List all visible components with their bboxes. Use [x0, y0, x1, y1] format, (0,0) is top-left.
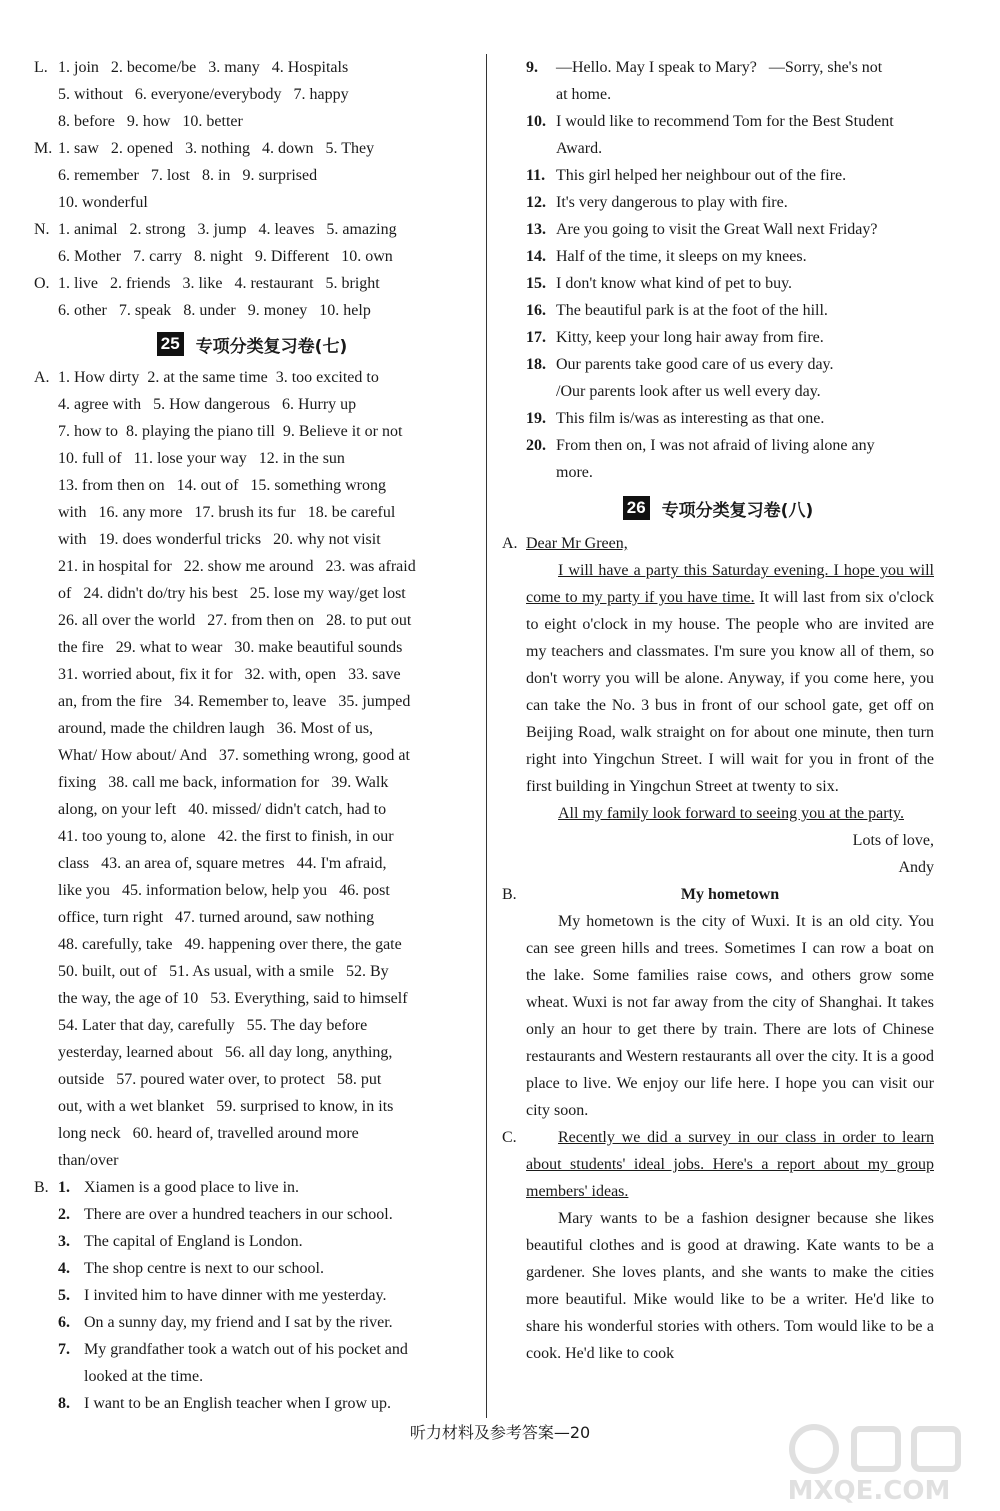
phrase-text: along, on your left 40. missed/ didn't catch, had to	[58, 801, 387, 818]
phrase-text: like you 45. information below, help you 46. post	[58, 882, 390, 899]
sentence-text: The shop centre is next to our school.	[84, 1260, 324, 1277]
sentence-line	[34, 1390, 470, 1417]
answer-item: 5. bright	[325, 275, 380, 292]
sentence-text: Are you going to visit the Great Wall next Friday?	[556, 221, 878, 238]
section-title: 专项分类复习卷(八)	[661, 500, 814, 521]
sentence-text: Xiamen is a good place to live in.	[84, 1179, 300, 1196]
sentence-text: Kitty, keep your long hair away from fire.	[556, 329, 824, 346]
phrase-answer-line	[34, 607, 470, 634]
sentence-text: This film is/was as interesting as that one.	[556, 410, 825, 427]
answer-item: 1. live	[58, 275, 98, 292]
phrase-answer-line	[34, 715, 470, 742]
phrase-text: 50. built, out of 51. As usual, with a smile 52. By	[58, 963, 389, 980]
sentence-line	[502, 54, 934, 81]
answer-item: 10. own	[341, 248, 393, 265]
section-c-report	[502, 1124, 934, 1367]
section-label: A.	[34, 369, 50, 386]
phrase-text: 7. how to 8. playing the piano till 9. Believe it or not	[58, 423, 403, 440]
answer-item: 3. like	[182, 275, 223, 292]
letter-signoff: Lots of love,	[852, 832, 934, 849]
watermark-logo	[744, 1415, 994, 1507]
phrase-text: of 24. didn't do/try his best 25. lose my way/get lost	[58, 585, 406, 602]
sentence-number: 18.	[526, 356, 546, 373]
sentence-number: 19.	[526, 410, 546, 427]
answer-item: 6. everyone/everybody	[134, 86, 282, 103]
answer-item: 3. jump	[197, 221, 247, 238]
underlined-closing-sentence: All my family look forward to seeing you at the party.	[558, 805, 904, 822]
sentence-text: —Hello. May I speak to Mary? —Sorry, she's not	[556, 59, 883, 76]
phrase-answer-line	[34, 904, 470, 931]
phrase-text: 48. carefully, take 49. happening over there, the gate	[58, 936, 402, 953]
sentence-line	[502, 459, 934, 486]
letter-closing-paragraph	[526, 800, 934, 827]
phrase-text: office, turn right 47. turned around, saw nothing	[58, 909, 375, 926]
underlined-intro: Recently we did a survey in our class in order to learn about students' ideal jobs. Here's a report about my group members' ideas.	[526, 1129, 934, 1200]
sentence-line	[502, 378, 934, 405]
answer-line	[34, 189, 470, 216]
phrase-answer-line	[34, 1120, 470, 1147]
phrase-answer-line	[34, 742, 470, 769]
left-column	[34, 54, 470, 1417]
sentence-line	[502, 189, 934, 216]
sentence-number: 8.	[58, 1395, 70, 1412]
sentence-text: at home.	[556, 86, 612, 103]
phrase-text: 10. full of 11. lose your way 12. in the sun	[58, 450, 345, 467]
sentence-line	[502, 243, 934, 270]
sentence-text: looked at the time.	[84, 1368, 204, 1385]
phrase-text: with 19. does wonderful tricks 20. why not visit	[58, 531, 381, 548]
answer-item: 6. Mother	[58, 248, 122, 265]
section-label: C.	[502, 1129, 517, 1146]
phrase-text: with 16. any more 17. brush its fur 18. be careful	[58, 504, 396, 521]
sentence-number: 6.	[58, 1314, 70, 1331]
section-heading-26	[502, 486, 934, 530]
essay-title: My hometown	[680, 886, 780, 903]
phrase-answer-line	[34, 526, 470, 553]
phrase-text: around, made the children laugh 36. Most of us,	[58, 720, 374, 737]
answer-item: 1. join	[58, 59, 99, 76]
sentence-number: 11.	[526, 167, 546, 184]
phrase-text: 4. agree with 5. How dangerous 6. Hurry up	[58, 396, 357, 413]
sentence-text: The beautiful park is at the foot of the hill.	[556, 302, 828, 319]
section-heading-25	[34, 324, 470, 364]
phrase-answer-line	[34, 1039, 470, 1066]
phrase-answer-line	[34, 850, 470, 877]
letter-greeting: Dear Mr Green,	[526, 535, 628, 552]
section-label: N.	[34, 221, 50, 238]
answer-item: 2. strong	[129, 221, 186, 238]
section-b-sentences	[34, 1174, 470, 1417]
phrase-text: long neck 60. heard of, travelled around more	[58, 1125, 359, 1142]
essay-text: My hometown is the city of Wuxi. It is an old city. You can see green hills and trees. Sometimes I can row a boat on the lake. Some families raise cows, and others grow some wheat. Wuxi is not far away from the city of Shanghai. It takes only an hour to get there by train. There are lots of Chinese restaurants and Western restaurants all over the city. It is a good place to live. We enjoy our life here. I hope you can visit our city soon.	[526, 913, 934, 1119]
section-a-letter	[502, 530, 934, 881]
section-label: A.	[502, 535, 518, 552]
phrase-text: 13. from then on 14. out of 15. something wrong	[58, 477, 386, 494]
answer-item: 4. Hospitals	[271, 59, 349, 76]
phrase-answer-line	[34, 796, 470, 823]
answer-line	[34, 297, 470, 324]
section-a-phrases	[34, 364, 470, 1174]
sentence-number: 9.	[526, 59, 538, 76]
answer-item: 4. down	[261, 140, 314, 157]
sentence-text: This girl helped her neighbour out of the fire.	[556, 167, 847, 184]
sentence-text: /Our parents look after us well every day.	[556, 383, 821, 400]
svg-text:MXQE.COM: MXQE.COM	[787, 1476, 951, 1506]
phrase-text: 31. worried about, fix it for 32. with, open 33. save	[58, 666, 401, 683]
answer-line	[34, 270, 470, 297]
answer-item: 5. They	[325, 140, 375, 157]
sentence-number: 7.	[58, 1341, 70, 1358]
phrase-answer-line	[34, 472, 470, 499]
answer-item: 3. many	[208, 59, 260, 76]
phrase-answer-line	[34, 634, 470, 661]
section-number-badge: 25	[157, 332, 184, 356]
answer-item: 8. before	[58, 113, 115, 130]
page-footer: 听力材料及参考答案—20	[409, 1423, 591, 1442]
answer-item: 8. in	[201, 167, 231, 184]
sentence-line	[34, 1282, 470, 1309]
answer-item: 4. leaves	[258, 221, 315, 238]
word-answer-sections	[34, 54, 470, 324]
answer-item: 6. remember	[58, 167, 139, 184]
answer-item: 2. opened	[110, 140, 174, 157]
phrase-answer-line	[34, 958, 470, 985]
answer-item: 5. without	[58, 86, 123, 103]
sentence-text: I would like to recommend Tom for the Best Student	[556, 113, 894, 130]
sentence-line	[502, 297, 934, 324]
sentence-number: 14.	[526, 248, 546, 265]
answer-line	[34, 216, 470, 243]
sentence-line	[34, 1255, 470, 1282]
answer-item: 8. night	[193, 248, 243, 265]
phrase-answer-line	[34, 391, 470, 418]
sentence-number: 10.	[526, 113, 546, 130]
phrase-text: the fire 29. what to wear 30. make beautiful sounds	[58, 639, 403, 656]
sentence-line	[502, 135, 934, 162]
report-body: Mary wants to be a fashion designer because she likes beautiful clothes and is good at drawing. Kate wants to be a gardener. She loves plants, and she wants to make the cities more beautiful. Mike would like to be a writer. He'd like to share his wonderful stories with others. Tom would like to be a cook. He'd like to cook	[526, 1210, 934, 1362]
sentence-number: 5.	[58, 1287, 70, 1304]
section-label: L.	[34, 59, 48, 76]
sentence-line	[34, 1174, 470, 1201]
sentence-text: From then on, I was not afraid of living alone any	[556, 437, 875, 454]
phrase-answer-line	[34, 661, 470, 688]
letter-body-paragraph	[526, 557, 934, 800]
phrase-answer-line	[34, 769, 470, 796]
sentence-number: 12.	[526, 194, 546, 211]
answer-item: 1. animal	[58, 221, 118, 238]
phrase-answer-line	[34, 1012, 470, 1039]
answer-line	[34, 135, 470, 162]
answer-item: 8. under	[183, 302, 236, 319]
sentence-line	[34, 1363, 470, 1390]
answer-item: 7. lost	[150, 167, 190, 184]
answer-item: 1. saw	[58, 140, 99, 157]
answer-item: 7. carry	[133, 248, 182, 265]
answer-line	[34, 108, 470, 135]
answer-item: 3. nothing	[185, 140, 250, 157]
sentence-text: I want to be an English teacher when I grow up.	[84, 1395, 392, 1412]
phrase-text: What/ How about/ And 37. something wrong, good at	[58, 747, 410, 764]
answer-line	[34, 54, 470, 81]
sentence-number: 20.	[526, 437, 546, 454]
phrase-text: than/over	[58, 1152, 119, 1169]
sentence-text: My grandfather took a watch out of his pocket and	[84, 1341, 408, 1358]
sentence-number: 17.	[526, 329, 546, 346]
phrase-text: 1. How dirty 2. at the same time 3. too excited to	[58, 369, 379, 386]
phrase-answer-line	[34, 580, 470, 607]
phrase-text: 26. all over the world 27. from then on 28. to put out	[58, 612, 412, 629]
answer-item: 6. other	[58, 302, 107, 319]
phrase-answer-line	[34, 499, 470, 526]
answer-item: 10. wonderful	[58, 194, 148, 211]
answer-item: 7. speak	[118, 302, 172, 319]
answer-item: 10. help	[319, 302, 371, 319]
phrase-answer-line	[34, 1093, 470, 1120]
answer-item: 7. happy	[293, 86, 349, 103]
answer-line	[34, 162, 470, 189]
sentence-line	[502, 216, 934, 243]
phrase-text: an, from the fire 34. Remember to, leave 35. jumped	[58, 693, 411, 710]
phrase-text: 21. in hospital for 22. show me around 23. was afraid	[58, 558, 416, 575]
sentence-number: 15.	[526, 275, 546, 292]
section-number-badge: 26	[623, 496, 650, 520]
answer-line	[34, 81, 470, 108]
answer-line	[34, 243, 470, 270]
section-label: B.	[34, 1179, 49, 1196]
sentence-line	[502, 324, 934, 351]
sentence-text: I invited him to have dinner with me yesterday.	[84, 1287, 387, 1304]
section-label: O.	[34, 275, 50, 292]
sentence-line	[34, 1228, 470, 1255]
phrase-text: fixing 38. call me back, information for 39. Walk	[58, 774, 389, 791]
answer-item: 9. money	[247, 302, 308, 319]
answer-item: 2. become/be	[110, 59, 197, 76]
sentence-number: 2.	[58, 1206, 70, 1223]
phrase-answer-line	[34, 823, 470, 850]
sentence-number: 1.	[58, 1179, 70, 1196]
underlined-topic-sentence: I will have a party this Saturday evening. I hope you will come to my party if you have time.	[526, 562, 934, 606]
phrase-text: 54. Later that day, carefully 55. The day before	[58, 1017, 368, 1034]
sentence-line	[502, 351, 934, 378]
phrase-answer-line	[34, 364, 470, 391]
phrase-answer-line	[34, 418, 470, 445]
phrase-answer-line	[34, 553, 470, 580]
phrase-text: outside 57. poured water over, to protect 58. put	[58, 1071, 382, 1088]
phrase-text: class 43. an area of, square metres 44. I'm afraid,	[58, 855, 387, 872]
answer-item: 5. amazing	[326, 221, 397, 238]
right-column	[502, 54, 934, 1367]
sentence-text: The capital of England is London.	[84, 1233, 303, 1250]
sentence-text: Our parents take good care of us every day.	[556, 356, 834, 373]
phrase-answer-line	[34, 688, 470, 715]
sentence-text: There are over a hundred teachers in our school.	[84, 1206, 393, 1223]
phrase-answer-line	[34, 931, 470, 958]
phrase-answer-line	[34, 1066, 470, 1093]
sentence-line	[502, 81, 934, 108]
answer-item: 9. how	[126, 113, 171, 130]
report-intro	[526, 1124, 934, 1205]
section-b-essay	[502, 881, 934, 908]
section-b-sentences-continued	[502, 54, 934, 486]
section-title: 专项分类复习卷(七)	[195, 336, 348, 357]
phrase-answer-line	[34, 445, 470, 472]
sentence-text: It's very dangerous to play with fire.	[556, 194, 788, 211]
answer-item: 10. better	[182, 113, 243, 130]
sentence-text: Award.	[556, 140, 603, 157]
phrase-text: 41. too young to, alone 42. the first to finish, in our	[58, 828, 394, 845]
section-label: B.	[502, 886, 517, 903]
sentence-number: 4.	[58, 1260, 70, 1277]
answer-item: 9. surprised	[242, 167, 318, 184]
sentence-number: 13.	[526, 221, 546, 238]
section-label: M.	[34, 140, 53, 157]
column-divider	[486, 54, 487, 1418]
answer-item: 4. restaurant	[234, 275, 314, 292]
letter-body-text: It will last from six o'clock to eight o'clock in my house. The people who are invited are my teachers and classmates. I'm sure you know all of them, so don't worry you will be alone. Anyway, if you come here, you can take the No. 3 bus in front of our school gate, get off on Beijing Road, walk straight on for about one minute, then turn right into Yingchun Street. I will wait for you in front of the first building in Yingchun Street at twenty to six.	[526, 589, 935, 795]
phrase-text: out, with a wet blanket 59. surprised to know, in its	[58, 1098, 394, 1115]
sentence-text: On a sunny day, my friend and I sat by the river.	[84, 1314, 393, 1331]
sentence-line	[502, 270, 934, 297]
sentence-number: 16.	[526, 302, 546, 319]
answer-item: 9. Different	[254, 248, 330, 265]
sentence-text: Half of the time, it sleeps on my knees.	[556, 248, 807, 265]
answer-item: 2. friends	[110, 275, 171, 292]
phrase-text: yesterday, learned about 56. all day long, anything,	[58, 1044, 393, 1061]
sentence-number: 3.	[58, 1233, 70, 1250]
phrase-answer-line	[34, 985, 470, 1012]
sentence-line	[502, 108, 934, 135]
sentence-text: more.	[556, 464, 593, 481]
letter-signature: Andy	[898, 859, 934, 876]
sentence-line	[502, 405, 934, 432]
sentence-line	[34, 1309, 470, 1336]
phrase-text: the way, the age of 10 53. Everything, said to himself	[58, 990, 408, 1007]
sentence-text: I don't know what kind of pet to buy.	[556, 275, 793, 292]
phrase-answer-line	[34, 877, 470, 904]
sentence-line	[502, 162, 934, 189]
sentence-line	[502, 432, 934, 459]
phrase-answer-line	[34, 1147, 470, 1174]
sentence-line	[34, 1201, 470, 1228]
sentence-line	[34, 1336, 470, 1363]
